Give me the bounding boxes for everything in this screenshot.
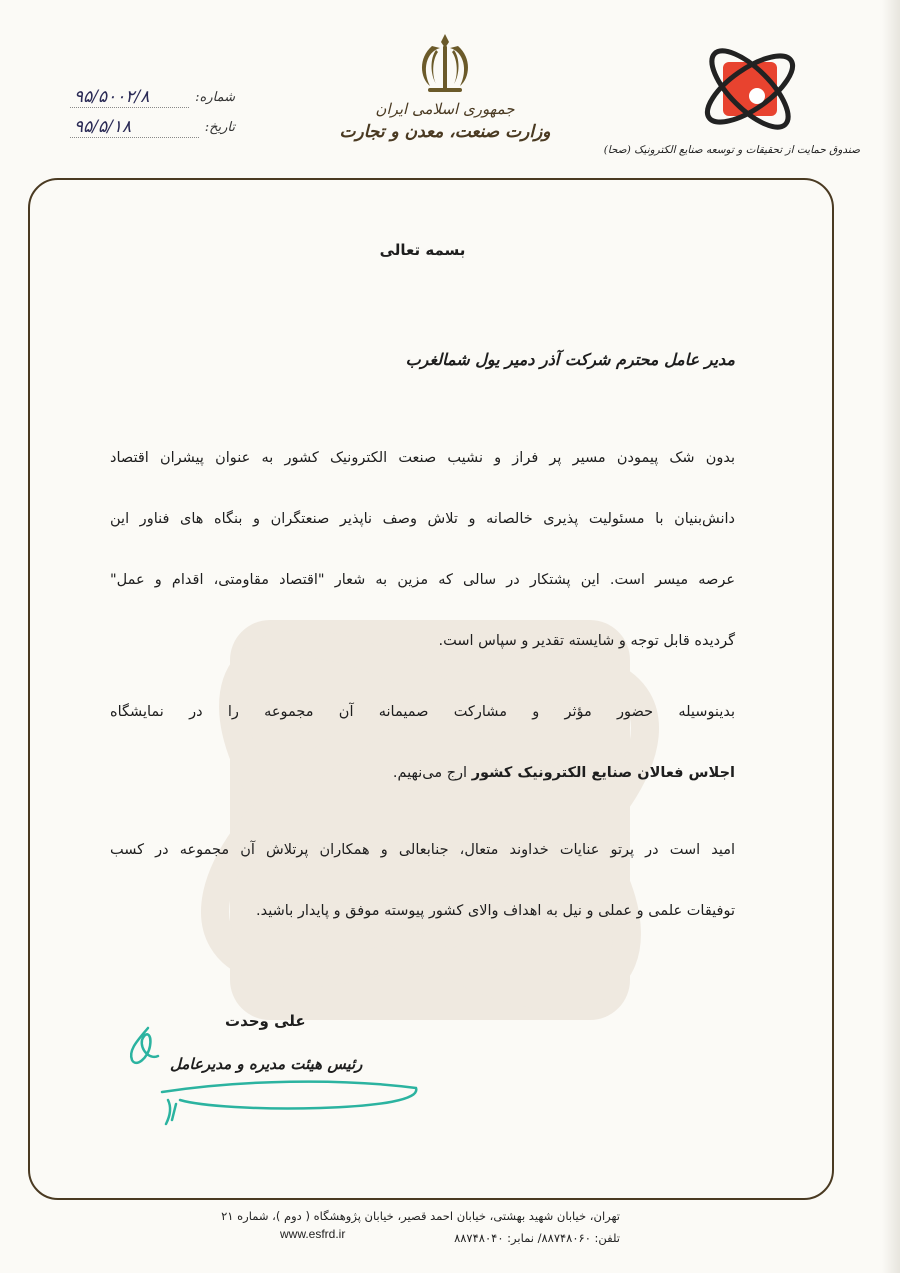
paragraph-3 bbox=[110, 820, 735, 942]
paragraph-line: دانش‌بنیان با مسئولیت پذیری خالصانه و تلاش وصف ناپذیر صنعتگران و بنگاه های فناور این bbox=[110, 511, 735, 527]
reference-block bbox=[70, 82, 235, 142]
letter-number-value: ۹۵/۵۰۰۲/۸ bbox=[70, 87, 189, 108]
paragraph-2 bbox=[110, 682, 735, 804]
letter-number-label: شماره: bbox=[195, 89, 235, 105]
exhibition-name: اجلاس فعالان صنایع الکترونیک کشور bbox=[471, 765, 735, 781]
handwritten-signature bbox=[120, 1020, 440, 1130]
footer-address: تهران، خیابان شهید بهشتی، خیابان احمد قصیر، خیابان پژوهشگاه ( دوم )، شماره ۲۱ bbox=[221, 1209, 620, 1223]
fund-header bbox=[603, 40, 860, 156]
letter-footer bbox=[221, 1205, 620, 1249]
signer-title: رئیس هیئت مدیره و مدیرعامل bbox=[170, 1055, 363, 1073]
iran-emblem-icon bbox=[410, 30, 480, 96]
signer-name: علی وحدت bbox=[225, 1012, 306, 1030]
footer-website-link[interactable]: www.esfrd.ir bbox=[280, 1227, 346, 1241]
salutation-top: بسمه تعالی bbox=[379, 241, 466, 259]
letter-date-value: ۹۵/۵/۱۸ bbox=[70, 117, 199, 138]
paragraph-line bbox=[110, 743, 735, 804]
letter-body bbox=[110, 230, 735, 919]
paragraph-line: امید است در پرتو عنایات خداوند متعال، جنابعالی و همکاران پرتلاش آن مجموعه در کسب bbox=[110, 842, 735, 858]
paragraph-line: توفیقات علمی و عملی و نیل به اهداف والای کشور پیوسته موفق و پایدار باشید. bbox=[256, 903, 735, 919]
saha-atom-logo-icon bbox=[695, 40, 805, 138]
letter-number-row bbox=[70, 82, 235, 112]
fund-name: صندوق حمایت از تحقیقات و توسعه صنایع الکترونیک (صحا) bbox=[603, 144, 860, 156]
ministry-header bbox=[330, 30, 560, 142]
paragraph-line-rest: ارج می‌نهیم. bbox=[392, 765, 472, 781]
government-name: جمهوری اسلامی ایران bbox=[375, 100, 515, 118]
paragraph-line: گردیده قابل توجه و شایسته تقدیر و سپاس است. bbox=[438, 633, 735, 649]
paragraph-line: عرصه میسر است. این پشتکار در سالی که مزین به شعار "اقتصاد مقاومتی، اقدام و عمل" bbox=[110, 572, 735, 588]
letter-date-row bbox=[70, 112, 235, 142]
paragraph-1 bbox=[110, 428, 735, 672]
recipient-line: مدیر عامل محترم شرکت آذر دمیر یول شمالغرب bbox=[405, 350, 735, 369]
paragraph-line: بدینوسیله حضور مؤثر و مشارکت صمیمانه آن مجموعه را در نمایشگاه bbox=[110, 704, 735, 720]
page-edge bbox=[882, 0, 900, 1273]
paragraph-line: بدون شک پیمودن مسیر پر فراز و نشیب صنعت الکترونیک کشور به عنوان پیشران اقتصاد bbox=[110, 450, 735, 466]
letter-date-label: تاریخ: bbox=[204, 119, 235, 135]
ministry-name: وزارت صنعت، معدن و تجارت bbox=[339, 122, 551, 142]
footer-phone: تلفن: ۸۸۷۴۸۰۶۰/ نمابر: ۸۸۷۴۸۰۴۰ bbox=[454, 1231, 620, 1245]
